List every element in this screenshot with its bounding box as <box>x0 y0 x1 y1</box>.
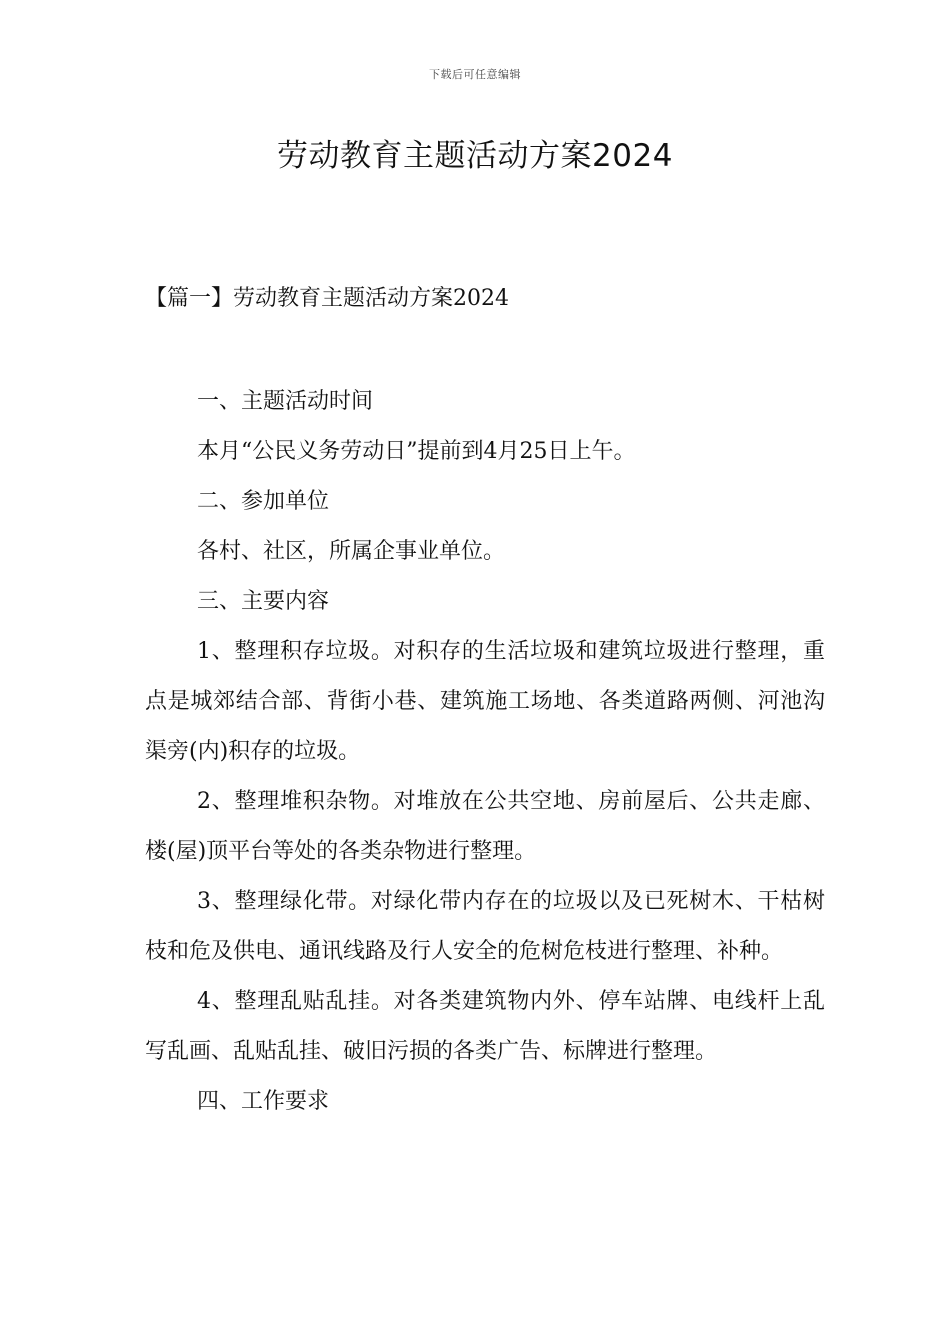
header-note: 下载后可任意编辑 <box>429 68 521 81</box>
paragraph-activity-time: 本月“公民义务劳动日”提前到4月25日上午。 <box>197 439 636 464</box>
paragraph-participants: 各村、社区，所属企事业单位。 <box>197 539 506 564</box>
paragraph-item-2: 2、整理堆积杂物。对堆放在公共空地、房前屋后、公共走廊、楼(屋)顶平台等处的各类杂物进行整理。 <box>145 789 825 864</box>
section-heading: 【篇一】劳动教育主题活动方案2024 <box>145 286 509 311</box>
paragraph-item-3: 3、整理绿化带。对绿化带内存在的垃圾以及已死树木、干枯树枝和危及供电、通讯线路及行人安全的危树危枝进行整理、补种。 <box>145 889 825 964</box>
document-title: 劳动教育主题活动方案2024 <box>277 138 673 174</box>
heading-work-requirements: 四、工作要求 <box>197 1089 330 1114</box>
paragraph-item-1: 1、整理积存垃圾。对积存的生活垃圾和建筑垃圾进行整理，重点是城郊结合部、背街小巷、建筑施工场地、各类道路两侧、河池沟渠旁(内)积存的垃圾。 <box>145 639 825 764</box>
heading-main-content: 三、主要内容 <box>197 589 330 614</box>
document-body <box>145 377 825 1127</box>
paragraph-item-4: 4、整理乱贴乱挂。对各类建筑物内外、停车站牌、电线杆上乱写乱画、乱贴乱挂、破旧污损的各类广告、标牌进行整理。 <box>145 989 825 1064</box>
heading-participants: 二、参加单位 <box>197 489 330 514</box>
heading-activity-time: 一、主题活动时间 <box>197 389 374 414</box>
